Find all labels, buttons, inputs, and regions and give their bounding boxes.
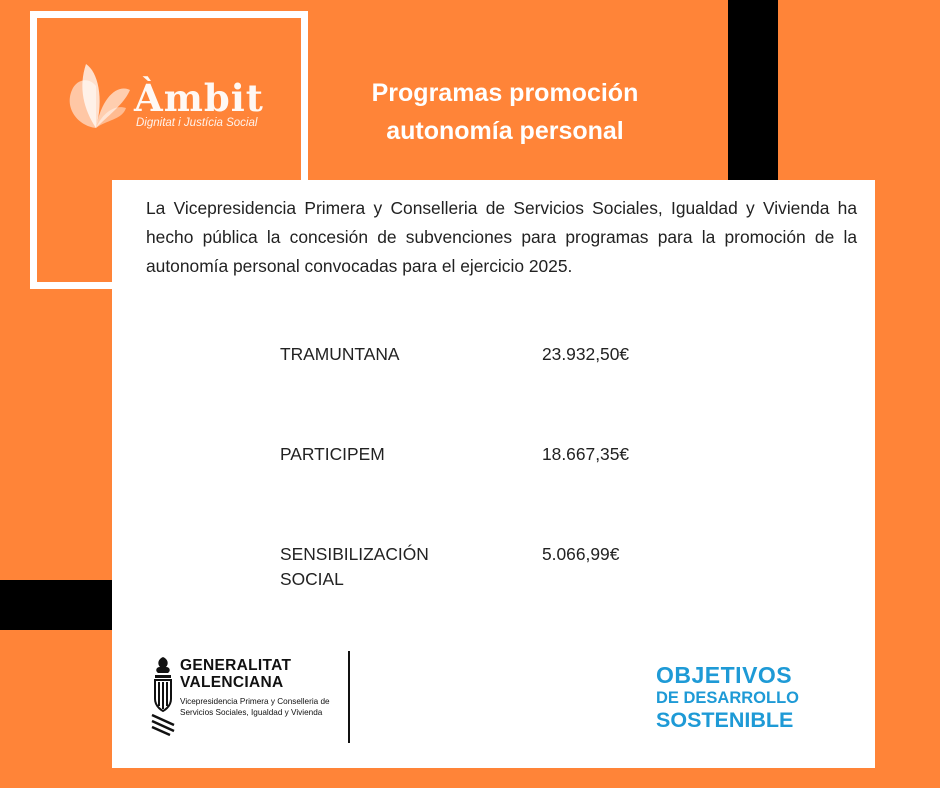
ods-line-2: DE DESARROLLO (656, 689, 800, 707)
grant-name: TRAMUNTANA (280, 344, 400, 364)
intro-paragraph: La Vicepresidencia Primera y Conselleria de Servicios Sociales, Igualdad y Vivienda ha hecho pública la concesión de subvenciones para programas para la promoción de la autonomía personal convocadas para el ejercicio 2025. (146, 198, 857, 276)
butterfly-icon (58, 58, 138, 138)
generalitat-name-line-2: VALENCIANA (180, 674, 284, 691)
generalitat-department: Vicepresidencia Primera y Conselleria de Servicios Sociales, Igualdad y Vivienda (180, 697, 330, 717)
ambit-logo (58, 58, 288, 138)
generalitat-name (180, 657, 330, 691)
ods-logo (656, 663, 826, 732)
footer-divider (348, 651, 350, 743)
title-line-1: Programas promoción (371, 79, 639, 107)
grant-name: SENSIBILIZACIÓN SOCIAL (280, 544, 429, 589)
page-title (340, 74, 670, 150)
grant-amount: 5.066,99€ (542, 544, 620, 564)
decorative-bar-horizontal (0, 580, 112, 630)
generalitat-name-line-1: GENERALITAT (180, 657, 292, 674)
grant-amount: 23.932,50€ (542, 344, 630, 364)
decorative-bar-vertical (728, 0, 778, 180)
ods-line-1: OBJETIVOS (656, 662, 793, 688)
ods-line-3: SOSTENIBLE (656, 708, 794, 732)
grant-amount: 18.667,35€ (542, 444, 630, 464)
coat-of-arms-icon (150, 655, 176, 737)
generalitat-logo (150, 655, 380, 735)
brand-name: Àmbit (134, 76, 264, 120)
brand-tagline: Dignitat i Justícia Social (136, 117, 258, 129)
content-card (112, 180, 875, 768)
title-line-2: autonomía personal (386, 117, 624, 145)
grant-name: PARTICIPEM (280, 444, 385, 464)
